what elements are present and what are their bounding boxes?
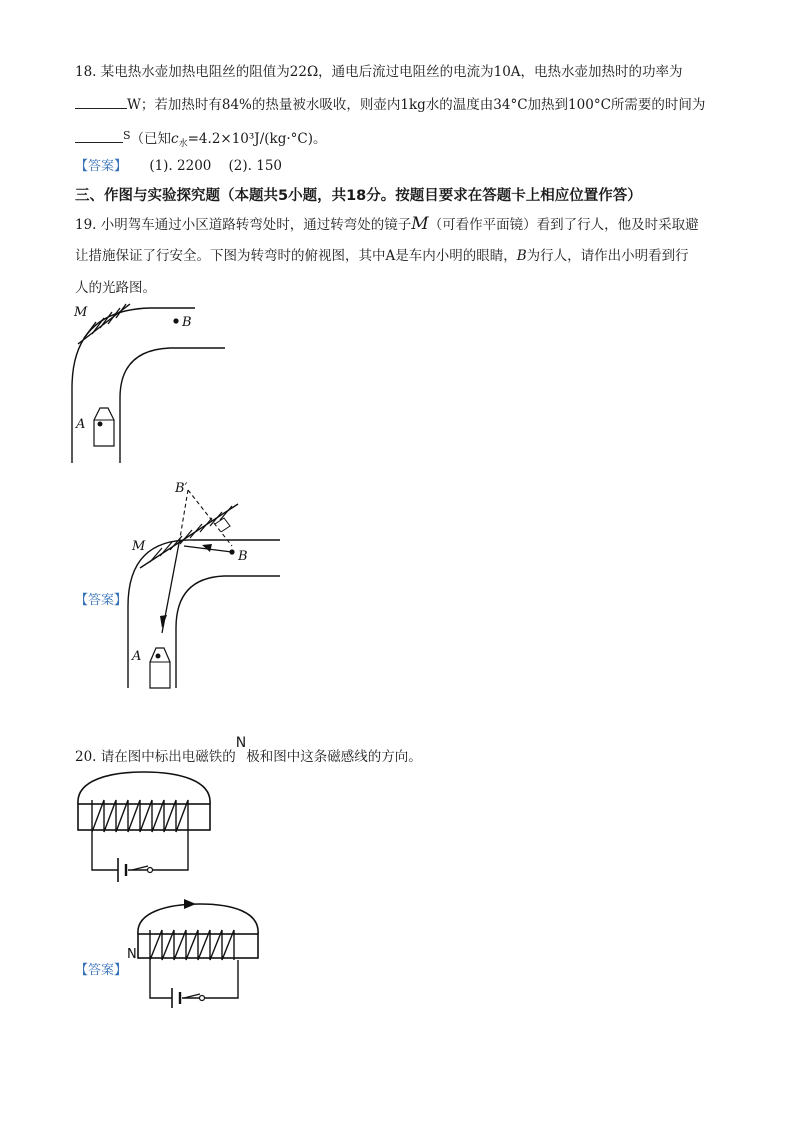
q19-answer-diagram [120,478,300,693]
car [94,408,114,446]
q20-electromagnet-diagram [70,770,220,890]
answer-tag: 【答案】 [75,159,128,174]
label-b: B [182,315,192,330]
answer-tag: 【答案】 [75,593,128,608]
label-b: B [238,549,248,564]
road-outer-edge [72,308,195,463]
switch-contact [148,868,153,873]
q18-line2: W；若加热时有84%的热量被水吸收，则壶内1kg水的温度由34°C加热到100°C所需要的时间为 [75,94,705,115]
label-n: N [127,947,137,962]
label-m: M [132,539,146,554]
point-b [173,318,178,323]
q20-answer-tag-line [75,960,127,981]
q19-line2: 让措施保证了行安全。下图为转弯时的俯视图，其中A是车内小明的眼睛，B为行人，请作出小明看到行 [75,248,689,264]
q18-blank2 [75,128,123,143]
circuit-wire [92,832,188,870]
q19-line1: 19. 小明驾车通过小区道路转弯处时，通过转弯处的镜子M（可看作平面镜）看到了行人，他及时采取避 [75,214,699,234]
answer-mirror-line [140,504,238,568]
label-b-prime: B′ [175,481,188,496]
label-m: M [74,305,88,320]
q19-road-diagram [60,298,240,468]
q20-answer-diagram [124,900,264,1018]
q19-line3: 人的光路图。 [75,280,156,296]
q18-answer: 【答案】 (1). 2200 (2). 150 [75,158,283,174]
q18-line3: $^S$（已知$c_水=4.2\times 10^3J/(kg\cdot^\circ C)$。 [75,126,327,154]
field-arrow [184,899,196,909]
point-a [98,422,103,427]
q18-blank1 [75,94,127,109]
field-line [78,772,210,804]
label-a: A [132,649,142,664]
label-a: A [76,417,86,432]
road-inner-edge [120,348,225,463]
mirror-hatch [84,304,126,338]
section-3-heading: 三、作图与实验探究题（本题共5小题，共18分。按题目要求在答题卡上相应位置作答） [75,188,642,204]
answer-tag: 【答案】 [75,963,128,978]
q18-line1: 18. 某电热水壶加热电阻丝的阻值为22Ω，通电后流过电阻丝的电流为10A，电热水壶加热时的功率为 [75,64,683,80]
q20-line: 20. 请在图中标出电磁铁的N极和图中这条磁感线的方向。 [75,735,422,765]
